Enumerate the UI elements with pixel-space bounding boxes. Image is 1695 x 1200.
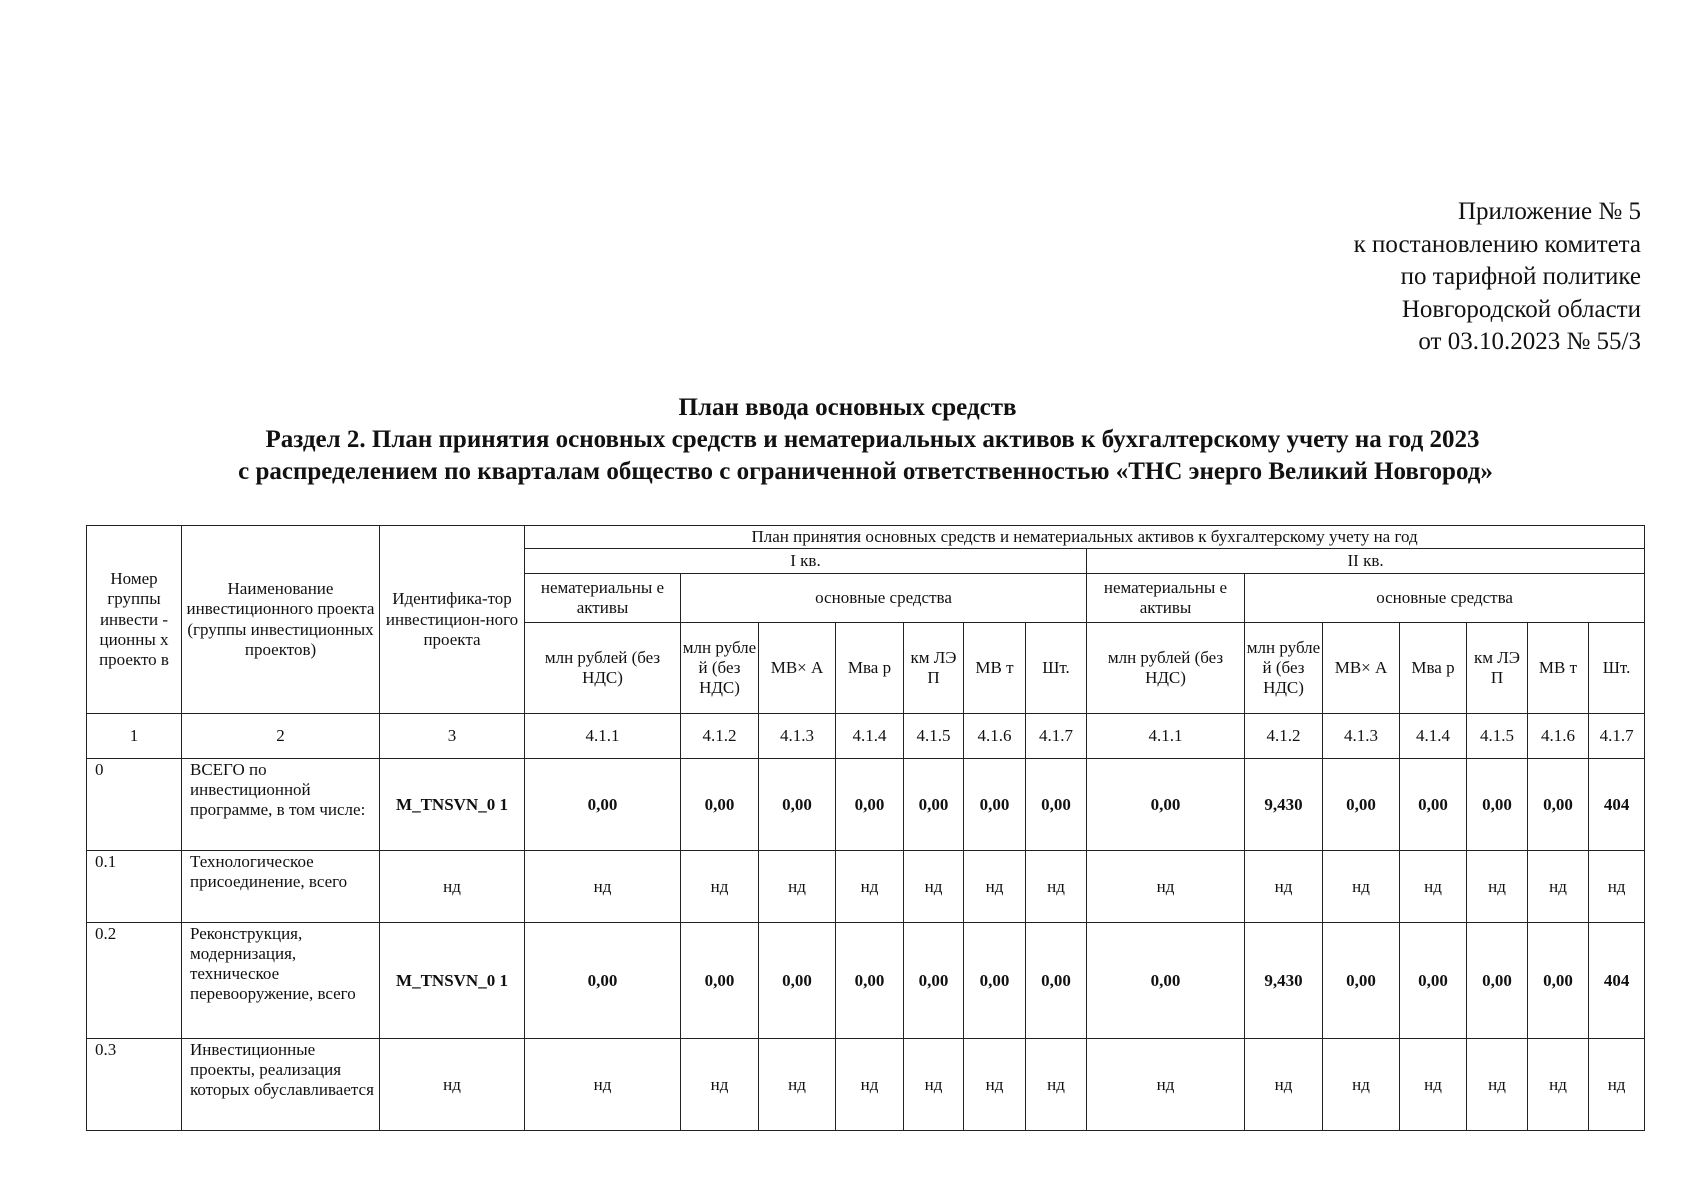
header-intangible: нематериальны е активы xyxy=(1087,574,1245,623)
row-q2-value: нд xyxy=(1245,851,1323,923)
table-body xyxy=(87,759,1645,1131)
row-q1-value: 0,00 xyxy=(836,759,904,851)
appendix-line: Новгородской области xyxy=(1401,295,1641,323)
table-row xyxy=(87,759,1645,851)
row-q2-value: нд xyxy=(1323,1039,1400,1131)
header-plan: План принятия основных средств и нематериальных активов к бухгалтерскому учету на год xyxy=(525,526,1645,549)
row-q1-value: нд xyxy=(759,1039,836,1131)
row-q1-value: нд xyxy=(1026,1039,1087,1131)
table-row xyxy=(87,851,1645,923)
header-q2: II кв. xyxy=(1087,549,1645,574)
unit-mvar: Мва р xyxy=(1400,623,1467,714)
unit-pcs: Шт. xyxy=(1026,623,1087,714)
row-q1-value: 0,00 xyxy=(964,923,1026,1039)
row-q2-value: нд xyxy=(1400,851,1467,923)
header-project-name: Наименование инвестиционного проекта (группы инвестиционных проектов) xyxy=(182,526,380,714)
row-q1-value: нд xyxy=(964,1039,1026,1131)
table-row xyxy=(87,923,1645,1039)
row-q2-value: нд xyxy=(1589,1039,1645,1131)
row-q1-value: нд xyxy=(525,851,681,923)
row-q1-value: 0,00 xyxy=(964,759,1026,851)
row-q1-value: 0,00 xyxy=(1026,759,1087,851)
row-q1-value: 0,00 xyxy=(759,759,836,851)
row-q1-value: нд xyxy=(904,851,964,923)
column-number: 4.1.2 xyxy=(1245,714,1323,759)
row-q1-value: нд xyxy=(681,1039,759,1131)
row-q2-value: 9,430 xyxy=(1245,923,1323,1039)
column-number: 4.1.7 xyxy=(1589,714,1645,759)
column-number: 4.1.5 xyxy=(904,714,964,759)
row-q2-value: нд xyxy=(1400,1039,1467,1131)
row-q1-value: 0,00 xyxy=(1026,923,1087,1039)
row-q1-value: нд xyxy=(759,851,836,923)
column-number: 4.1.2 xyxy=(681,714,759,759)
plan-table xyxy=(86,525,1645,1131)
row-q2-value: 404 xyxy=(1589,923,1645,1039)
column-number: 4.1.1 xyxy=(1087,714,1245,759)
row-q1-value: нд xyxy=(836,1039,904,1131)
column-number: 4.1.6 xyxy=(964,714,1026,759)
column-number: 4.1.4 xyxy=(1400,714,1467,759)
row-q2-value: нд xyxy=(1589,851,1645,923)
unit-mw: МВ т xyxy=(964,623,1026,714)
row-q2-value: 0,00 xyxy=(1528,923,1589,1039)
header-group-number: Номер группы инвести - ционны х проекто в xyxy=(87,526,182,714)
document-title xyxy=(0,392,1695,488)
unit-mvar: Мва р xyxy=(836,623,904,714)
table-row xyxy=(87,1039,1645,1131)
row-q2-value: 0,00 xyxy=(1467,759,1528,851)
row-number: 0.3 xyxy=(87,1039,182,1131)
row-q1-value: 0,00 xyxy=(525,923,681,1039)
row-q1-value: 0,00 xyxy=(681,923,759,1039)
unit-mva: МВ× А xyxy=(1323,623,1400,714)
numbering-row xyxy=(87,714,1645,759)
appendix-line: по тарифной политике xyxy=(1400,263,1641,290)
row-identifier: M_TNSVN_0 1 xyxy=(380,759,525,851)
row-q2-value: 0,00 xyxy=(1323,759,1400,851)
row-q1-value: нд xyxy=(1026,851,1087,923)
title-line-3: с распределением по кварталам общество с ограниченной ответственностью «ТНС энерго Великий Новгород» xyxy=(238,458,1493,485)
row-q1-value: нд xyxy=(964,851,1026,923)
column-number: 3 xyxy=(380,714,525,759)
unit-km: км ЛЭ П xyxy=(904,623,964,714)
row-q2-value: нд xyxy=(1467,1039,1528,1131)
column-number: 4.1.7 xyxy=(1026,714,1087,759)
appendix-line: к постановлению комитета xyxy=(1353,230,1641,258)
column-number: 1 xyxy=(87,714,182,759)
row-q1-value: 0,00 xyxy=(681,759,759,851)
unit-km: км ЛЭ П xyxy=(1467,623,1528,714)
row-q1-value: нд xyxy=(681,851,759,923)
row-q2-value: 0,00 xyxy=(1400,759,1467,851)
row-q2-value: нд xyxy=(1528,851,1589,923)
row-q2-value: нд xyxy=(1087,851,1245,923)
row-q2-value: 0,00 xyxy=(1400,923,1467,1039)
unit-pcs: Шт. xyxy=(1589,623,1645,714)
appendix-block xyxy=(1354,196,1641,359)
title-line-2: Раздел 2. План принятия основных средств и нематериальных активов к бухгалтерскому учету на год 2023 xyxy=(265,426,1480,453)
title-line-1: План ввода основных средств xyxy=(678,394,1017,421)
column-number: 4.1.6 xyxy=(1528,714,1589,759)
row-q2-value: 0,00 xyxy=(1467,923,1528,1039)
row-project-name: Технологическое присоединение, всего xyxy=(182,851,380,923)
header-fixed-assets: основные средства xyxy=(681,574,1087,623)
row-project-name: Реконструкция, модернизация, техническое перевооружение, всего xyxy=(182,923,380,1039)
row-q2-value: нд xyxy=(1323,851,1400,923)
header-identifier: Идентифика-тор инвестицион-ного проекта xyxy=(380,526,525,714)
header-q1: I кв. xyxy=(525,549,1087,574)
column-number: 4.1.4 xyxy=(836,714,904,759)
row-q2-value: 0,00 xyxy=(1323,923,1400,1039)
row-q1-value: нд xyxy=(525,1039,681,1131)
row-q2-value: 0,00 xyxy=(1087,923,1245,1039)
row-project-name: Инвестиционные проекты, реализация которых обуславливается xyxy=(182,1039,380,1131)
row-q2-value: нд xyxy=(1087,1039,1245,1131)
row-q1-value: 0,00 xyxy=(836,923,904,1039)
row-q1-value: нд xyxy=(836,851,904,923)
row-q2-value: 404 xyxy=(1589,759,1645,851)
row-q2-value: нд xyxy=(1528,1039,1589,1131)
row-q2-value: 9,430 xyxy=(1245,759,1323,851)
column-number: 4.1.1 xyxy=(525,714,681,759)
column-number: 2 xyxy=(182,714,380,759)
row-number: 0 xyxy=(87,759,182,851)
unit-mln-rub: млн рублей (без НДС) xyxy=(525,623,681,714)
row-q2-value: 0,00 xyxy=(1087,759,1245,851)
unit-mln-rub: млн рублей (без НДС) xyxy=(1087,623,1245,714)
column-number: 4.1.3 xyxy=(759,714,836,759)
row-number: 0.1 xyxy=(87,851,182,923)
unit-mln-rub: млн рубле й (без НДС) xyxy=(1245,623,1323,714)
unit-mva: МВ× А xyxy=(759,623,836,714)
row-identifier: нд xyxy=(380,1039,525,1131)
unit-mln-rub: млн рубле й (без НДС) xyxy=(681,623,759,714)
row-identifier: M_TNSVN_0 1 xyxy=(380,923,525,1039)
row-q1-value: 0,00 xyxy=(759,923,836,1039)
appendix-line: от 03.10.2023 № 55/3 xyxy=(1418,328,1641,355)
column-number: 4.1.3 xyxy=(1323,714,1400,759)
header-intangible: нематериальны е активы xyxy=(525,574,681,623)
column-number: 4.1.5 xyxy=(1467,714,1528,759)
appendix-line: Приложение № 5 xyxy=(1457,198,1641,225)
row-q1-value: 0,00 xyxy=(525,759,681,851)
row-q1-value: 0,00 xyxy=(904,923,964,1039)
unit-mw: МВ т xyxy=(1528,623,1589,714)
row-q1-value: 0,00 xyxy=(904,759,964,851)
row-q2-value: 0,00 xyxy=(1528,759,1589,851)
row-number: 0.2 xyxy=(87,923,182,1039)
row-identifier: нд xyxy=(380,851,525,923)
row-q2-value: нд xyxy=(1245,1039,1323,1131)
header-fixed-assets: основные средства xyxy=(1245,574,1645,623)
row-q2-value: нд xyxy=(1467,851,1528,923)
row-q1-value: нд xyxy=(904,1039,964,1131)
row-project-name: ВСЕГО по инвестиционной программе, в том числе: xyxy=(182,759,380,851)
